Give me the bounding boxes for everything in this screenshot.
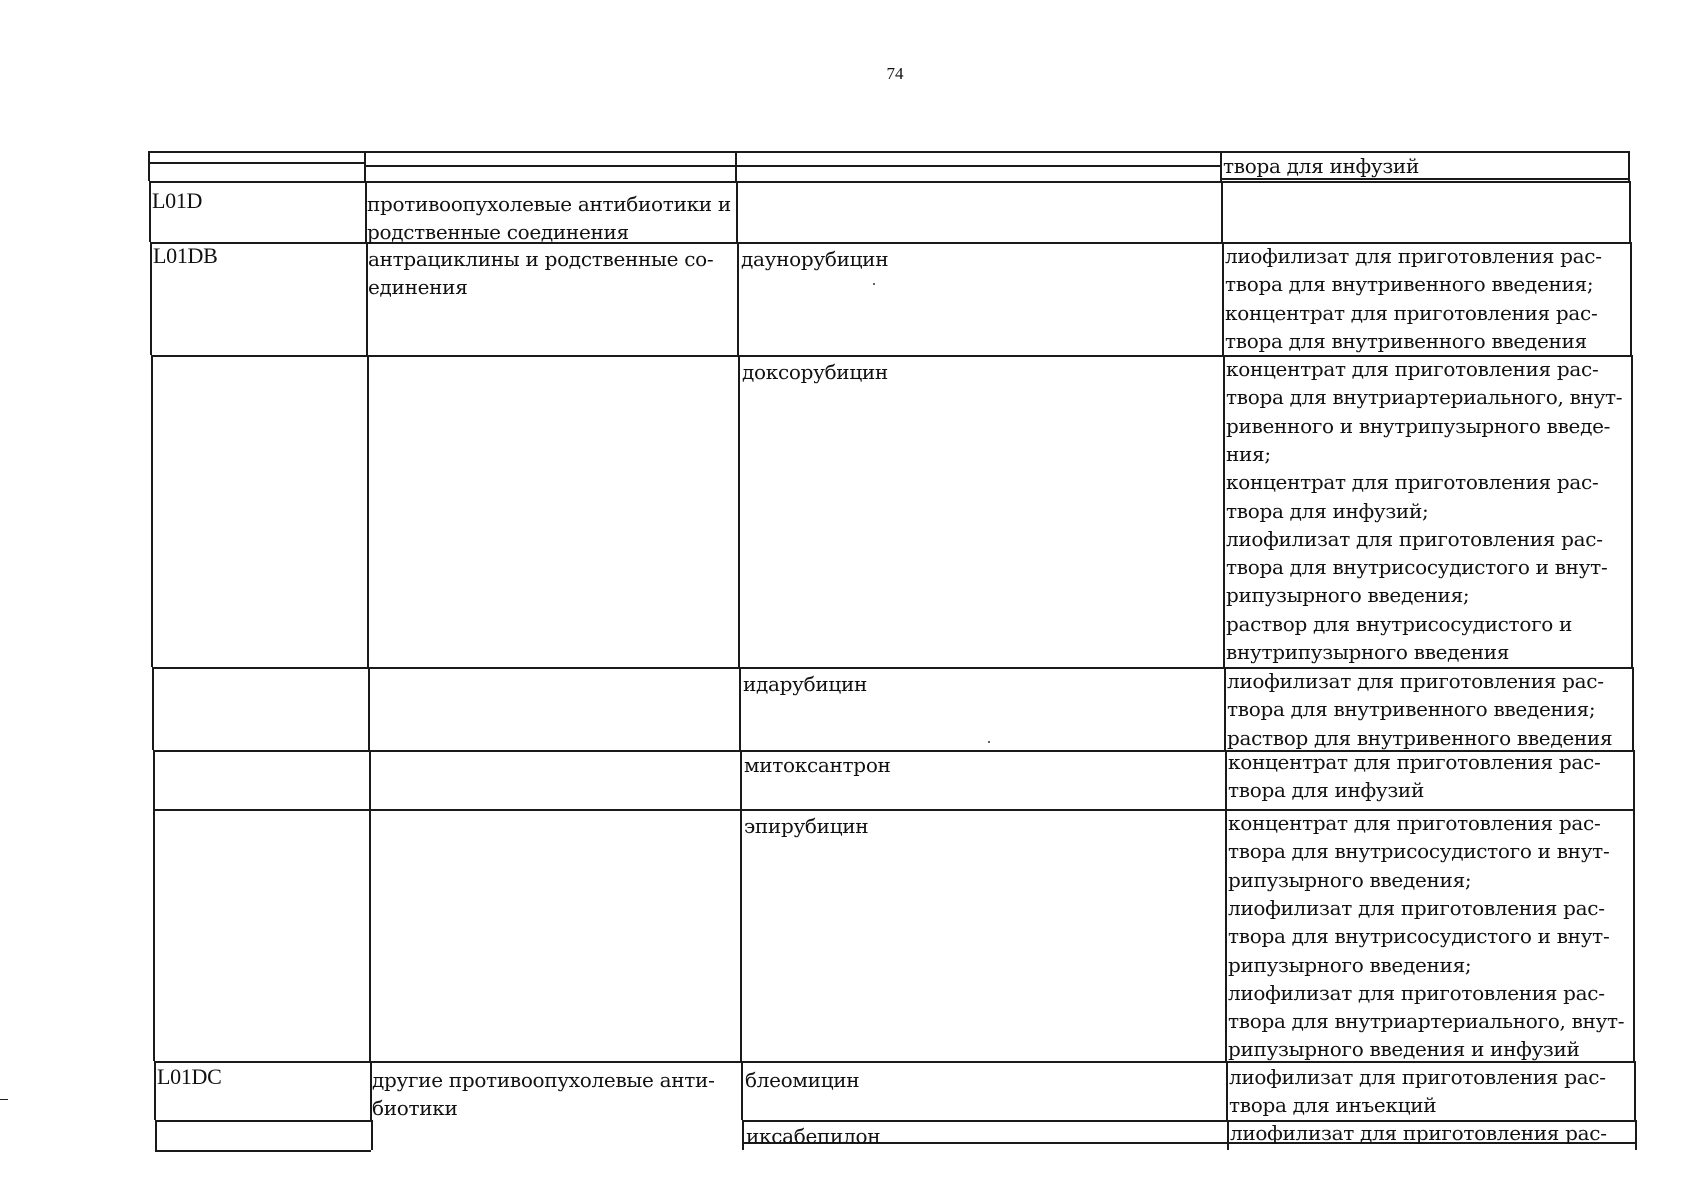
column-border	[153, 809, 155, 1061]
column-border	[1222, 242, 1224, 355]
group-name: антрациклины и родственные со-	[368, 247, 714, 271]
column-border	[736, 181, 738, 242]
column-border	[364, 151, 366, 181]
column-border	[150, 242, 152, 355]
column-border	[735, 151, 737, 181]
column-border	[153, 750, 155, 809]
column-border	[1226, 1061, 1228, 1120]
dosage-form-text: лиофилизат для приготовления рас-	[1230, 1121, 1607, 1145]
dosage-form-text: рипузырного введения;	[1228, 952, 1472, 977]
dosage-form-text: раствор для внутрисосудистого и	[1226, 611, 1573, 636]
row-border	[155, 1150, 371, 1152]
drug-name: блеомицин	[745, 1068, 860, 1092]
dosage-form-text: твора для внутривенного введения;	[1225, 272, 1594, 297]
row-border	[148, 162, 364, 164]
dosage-form-text: внутрипузырного введения	[1226, 640, 1510, 664]
column-border	[737, 242, 739, 355]
column-border	[1633, 750, 1635, 809]
column-border	[742, 1120, 744, 1150]
scan-speck	[988, 741, 990, 743]
group-name: другие противоопухолевые анти-	[372, 1068, 715, 1092]
drug-name: даунорубицин	[741, 247, 889, 271]
dosage-form-text: твора для инфузий	[1223, 154, 1419, 178]
atc-code: L01DB	[153, 243, 218, 268]
column-border	[1223, 355, 1225, 667]
dosage-form-text: концентрат для приготовления рас-	[1228, 750, 1601, 774]
dosage-form-text: концентрат для приготовления рас-	[1228, 811, 1601, 835]
column-border	[1225, 809, 1227, 1061]
column-border	[1635, 1120, 1637, 1150]
page-number: 74	[886, 64, 904, 83]
dosage-form-text: твора для внутриартериального, внут-	[1228, 1009, 1625, 1034]
scan-speck	[873, 283, 875, 285]
dosage-form-text: лиофилизат для приготовления рас-	[1228, 895, 1605, 920]
dosage-form-text: твора для внутривенного введения;	[1227, 697, 1596, 722]
column-border	[367, 355, 369, 667]
row-border	[735, 165, 1220, 167]
column-border	[151, 355, 153, 667]
dosage-form-text: концентрат для приготовления рас-	[1226, 357, 1599, 381]
column-border	[1221, 181, 1223, 242]
column-border	[154, 1061, 156, 1120]
column-border	[1224, 667, 1226, 750]
column-border	[1631, 355, 1633, 667]
column-border	[740, 809, 742, 1061]
column-border	[369, 750, 371, 809]
drug-name: эпирубицин	[744, 814, 869, 838]
atc-code: L01D	[152, 188, 203, 213]
column-border	[1630, 242, 1632, 355]
dosage-form-text: твора для внутривенного введения	[1225, 328, 1587, 353]
column-border	[1220, 151, 1222, 181]
column-border	[1628, 151, 1630, 181]
column-border	[149, 181, 151, 242]
dosage-form-text: лиофилизат для приготовления рас-	[1226, 526, 1603, 551]
column-border	[1227, 1120, 1229, 1150]
dosage-form-text: рипузырного введения;	[1228, 867, 1472, 892]
drug-name: доксорубицин	[742, 360, 888, 384]
dosage-form-text: лиофилизат для приготовления рас-	[1225, 244, 1602, 268]
dosage-form-text: рипузырного введения и инфузий	[1228, 1037, 1580, 1062]
column-border	[1633, 809, 1635, 1061]
column-border	[740, 750, 742, 809]
dosage-form-text: твора для инъекций	[1229, 1093, 1437, 1118]
group-name: единения	[368, 275, 468, 299]
column-border	[155, 1120, 157, 1150]
group-name: родственные соединения	[367, 220, 629, 244]
dosage-form-text: твора для инфузий	[1228, 778, 1424, 803]
column-border	[1225, 750, 1227, 809]
dosage-form-text: концентрат для приготовления рас-	[1225, 300, 1598, 325]
column-border	[368, 667, 370, 750]
column-border	[1629, 181, 1631, 242]
dosage-form-text: твора для внутрисосудистого и внут-	[1228, 924, 1610, 949]
column-border	[738, 355, 740, 667]
dosage-form-text: твора для внутрисосудистого и внут-	[1228, 839, 1610, 864]
dosage-form-text: лиофилизат для приготовления рас-	[1228, 980, 1605, 1005]
dosage-form-text: рипузырного введения;	[1226, 583, 1470, 608]
dosage-form-text: ривенного и внутрипузырного введе-	[1226, 413, 1611, 438]
column-border	[1632, 667, 1634, 750]
column-border	[152, 667, 154, 750]
drug-name: идарубицин	[743, 672, 868, 696]
column-border	[369, 809, 371, 1061]
dosage-form-text: лиофилизат для приготовления рас-	[1227, 669, 1604, 693]
column-border	[371, 1120, 373, 1150]
dosage-form-text: ния;	[1226, 441, 1271, 466]
dosage-form-text: твора для внутрисосудистого и внут-	[1226, 555, 1608, 580]
dosage-form-text: концентрат для приготовления рас-	[1226, 470, 1599, 495]
column-border	[148, 151, 150, 181]
group-name: противоопухолевые антибиотики и	[367, 192, 731, 216]
dosage-form-text: твора для инфузий;	[1226, 498, 1429, 523]
dosage-form-text: твора для внутриартериального, внут-	[1226, 385, 1623, 410]
column-border	[1634, 1061, 1636, 1120]
row-border	[149, 181, 1629, 183]
row-border	[364, 165, 735, 167]
row-border	[155, 1120, 371, 1122]
group-name: биотики	[372, 1096, 458, 1120]
atc-code: L01DC	[157, 1064, 222, 1089]
drug-name: митоксантрон	[744, 753, 891, 777]
margin-mark	[0, 1099, 8, 1100]
drug-name: иксабепилон	[746, 1124, 881, 1148]
dosage-form-text: раствор для внутривенного введения	[1227, 725, 1613, 750]
column-border	[739, 667, 741, 750]
column-border	[741, 1061, 743, 1120]
dosage-form-text: лиофилизат для приготовления рас-	[1229, 1065, 1606, 1089]
